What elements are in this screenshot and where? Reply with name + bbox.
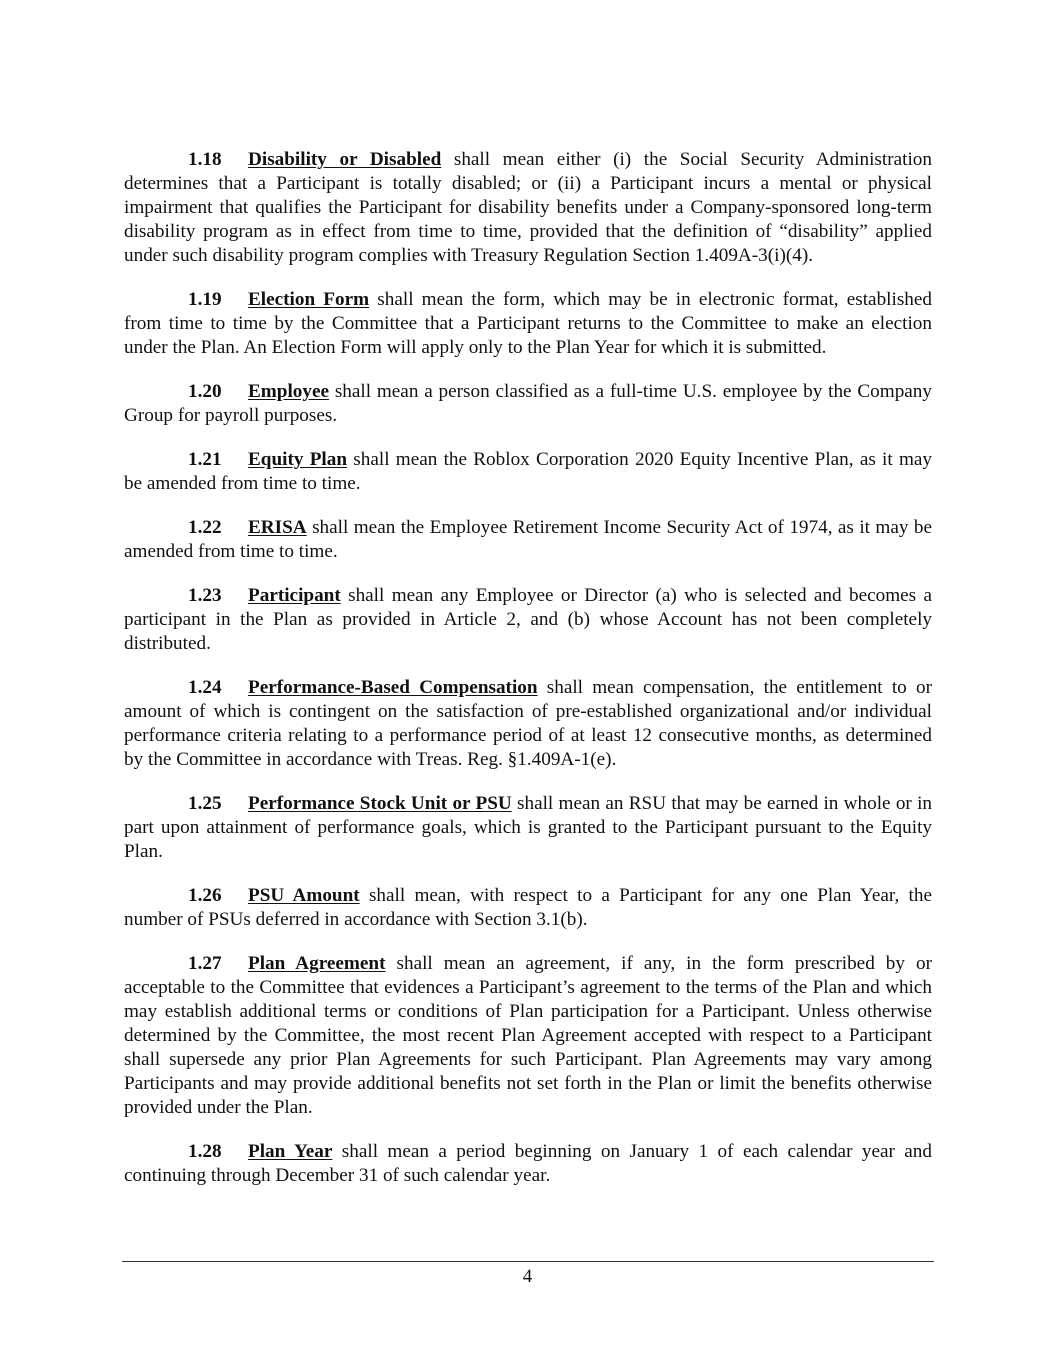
defined-term: Performance-Based Compensation xyxy=(248,677,538,698)
defined-term: PSU Amount xyxy=(248,885,360,906)
defined-term: Participant xyxy=(248,585,341,606)
defined-term: Election Form xyxy=(248,289,370,310)
defined-term: Employee xyxy=(248,381,330,402)
section-number: 1.23 xyxy=(188,585,222,606)
definition-text: shall mean, with respect to a Participant for any one Plan Year, the number of PSUs deferred in accordance with Section 3.1(b). xyxy=(124,885,932,930)
footer-divider xyxy=(122,1261,934,1262)
defined-term: Disability or Disabled xyxy=(248,149,442,170)
defined-term: Plan Year xyxy=(248,1141,333,1162)
page-number: 4 xyxy=(522,1266,533,1287)
section-number: 1.18 xyxy=(188,149,222,170)
definition-text: shall mean the form, which may be in electronic format, established from time to time by the Committee that a Participant returns to the Committee to make an election under the Plan. An Election Form will apply only to the Plan Year for which it is submitted. xyxy=(124,289,932,358)
definition-text: shall mean compensation, the entitlement to or amount of which is contingent on the satisfaction of pre-established organizational and/or individual performance criteria relating to a performance period of at least 12 consecutive months, as determined by the Committee in accordance with Treas. Reg. §1.409A-1(e). xyxy=(124,677,932,770)
definition-1-20 xyxy=(124,380,932,428)
definition-text: shall mean either (i) the Social Security Administration determines that a Participant is totally disabled; or (ii) a Participant incurs a mental or physical impairment that qualifies the Participant for disability benefits under a Company-sponsored long-term disability program as in effect from time to time, provided that the definition of “disability” applied under such disability program complies with Treasury Regulation Section 1.409A-3(i)(4). xyxy=(124,149,932,266)
definition-text: shall mean any Employee or Director (a) who is selected and becomes a participant in the Plan as provided in Article 2, and (b) whose Account has not been completely distributed. xyxy=(124,585,932,654)
definition-1-19 xyxy=(124,288,932,360)
section-number: 1.26 xyxy=(188,885,222,906)
definition-text: shall mean the Roblox Corporation 2020 Equity Incentive Plan, as it may be amended from time to time. xyxy=(124,449,932,494)
definition-text: shall mean an agreement, if any, in the form prescribed by or acceptable to the Committee that evidences a Participant’s agreement to the terms of the Plan and which may establish additional terms or conditions of Plan participation for a Participant. Unless otherwise determined by the Committee, the most recent Plan Agreement accepted with respect to a Participant shall supersede any prior Plan Agreements for such Participant. Plan Agreements may vary among Participants and may provide additional benefits not set forth in the Plan or limit the benefits otherwise provided under the Plan. xyxy=(124,953,932,1118)
section-number: 1.24 xyxy=(188,677,222,698)
section-number: 1.19 xyxy=(188,289,222,310)
definition-1-28 xyxy=(124,1140,932,1188)
document-body xyxy=(124,148,932,1208)
defined-term: Performance Stock Unit or PSU xyxy=(248,793,512,814)
definition-1-21 xyxy=(124,448,932,496)
definition-text: shall mean the Employee Retirement Income Security Act of 1974, as it may be amended from time to time. xyxy=(124,517,932,562)
defined-term: Plan Agreement xyxy=(248,953,386,974)
definition-text: shall mean an RSU that may be earned in whole or in part upon attainment of performance goals, which is granted to the Participant pursuant to the Equity Plan. xyxy=(124,793,932,862)
definition-1-27 xyxy=(124,952,932,1120)
section-number: 1.21 xyxy=(188,449,222,470)
section-number: 1.22 xyxy=(188,517,222,538)
definition-1-23 xyxy=(124,584,932,656)
definition-1-24 xyxy=(124,676,932,772)
defined-term: ERISA xyxy=(248,517,307,538)
definition-1-18 xyxy=(124,148,932,268)
definition-text: shall mean a period beginning on January 1 of each calendar year and continuing through December 31 of such calendar year. xyxy=(124,1141,932,1186)
definition-text: shall mean a person classified as a full-time U.S. employee by the Company Group for payroll purposes. xyxy=(124,381,932,426)
section-number: 1.27 xyxy=(188,953,222,974)
definition-1-22 xyxy=(124,516,932,564)
defined-term: Equity Plan xyxy=(248,449,348,470)
section-number: 1.28 xyxy=(188,1141,222,1162)
definition-1-26 xyxy=(124,884,932,932)
section-number: 1.25 xyxy=(188,793,222,814)
section-number: 1.20 xyxy=(188,381,222,402)
definition-1-25 xyxy=(124,792,932,864)
